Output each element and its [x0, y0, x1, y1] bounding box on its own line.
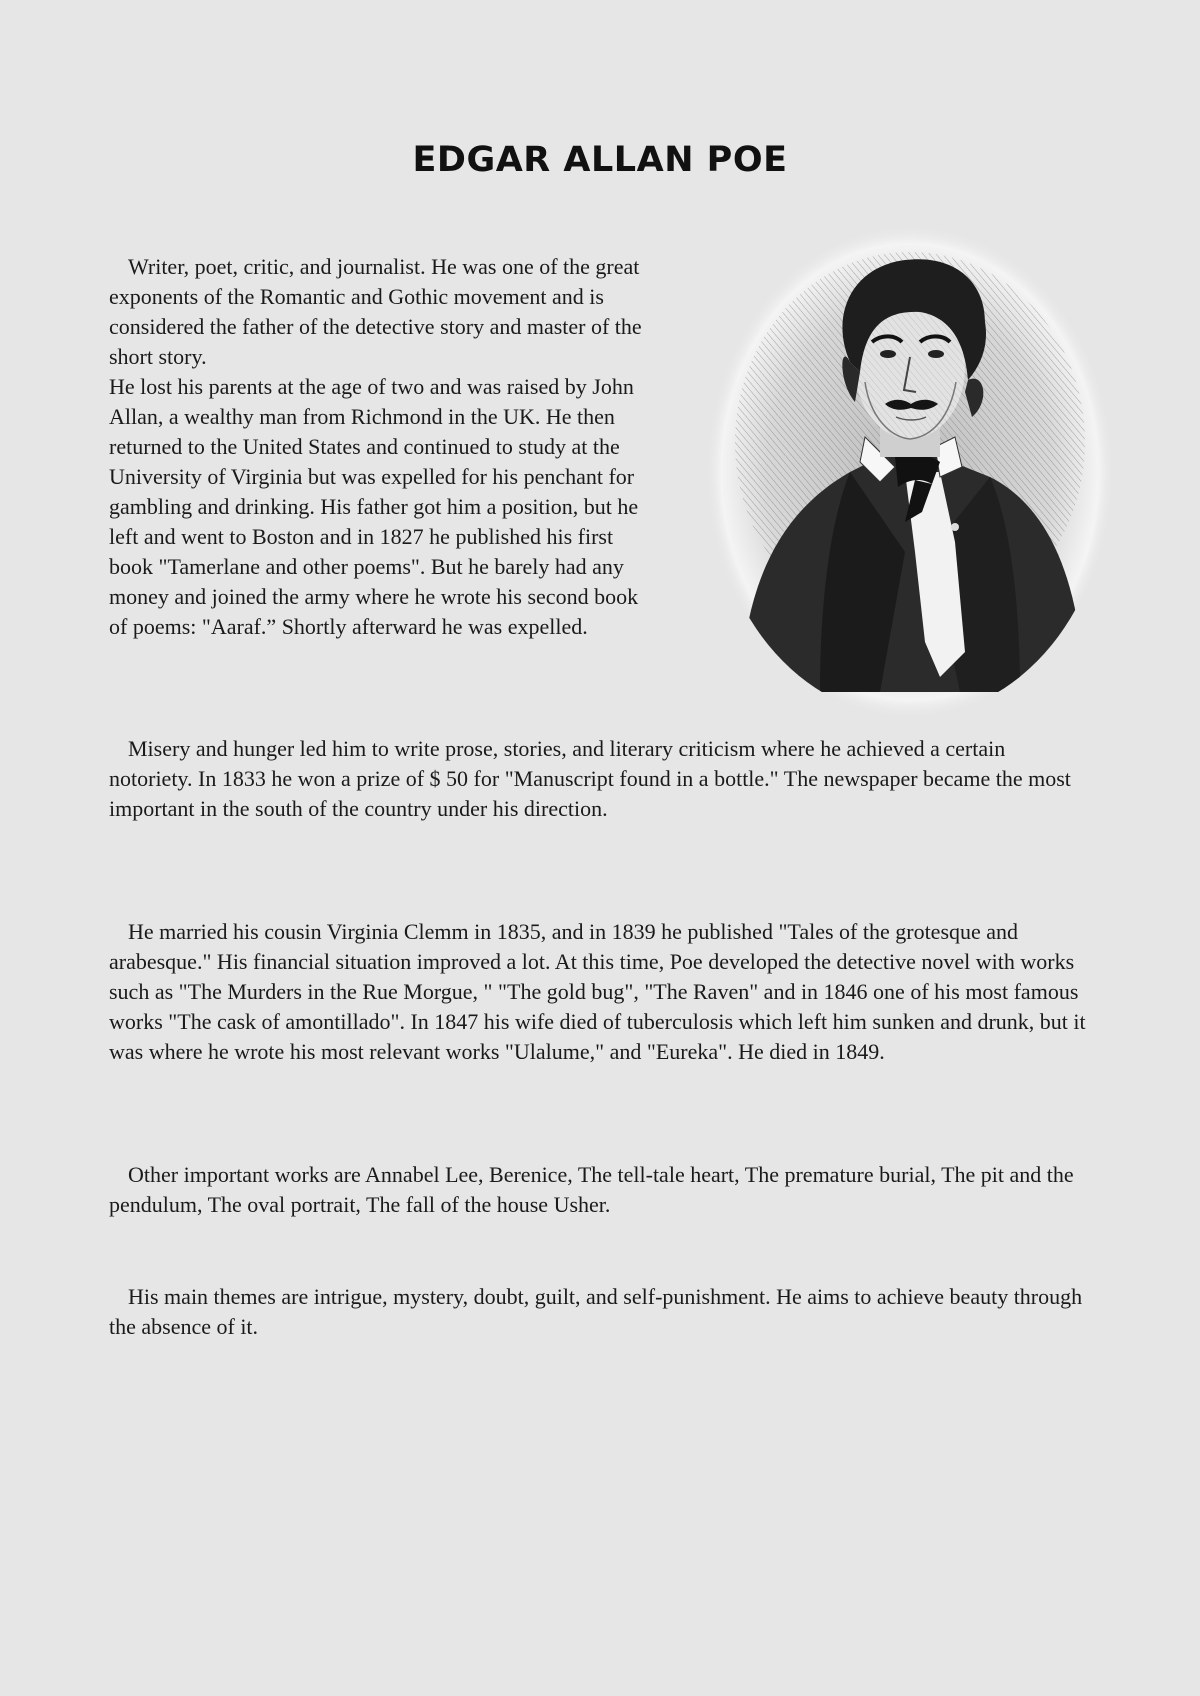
page-title: EDGAR ALLAN POE	[412, 140, 788, 180]
paragraph-4: Other important works are Annabel Lee, Berenice, The tell-tale heart, The premature burial, The pit and the pendulum, The oval portrait, The fall of the house Usher.	[109, 1162, 1074, 1217]
paragraph-intro-part-a: Writer, poet, critic, and journalist. He was one of the great exponents of the Romantic and Gothic movement and is considered the father of the detective story and master of the short story.	[109, 254, 642, 369]
paragraph-intro-part-b: He lost his parents at the age of two and was raised by John Allan, a wealthy man from Richmond in the UK. He then returned to the United States and continued to study at the University of Virginia but was expelled for his penchant for gambling and drinking. His father got him a position, but he left and went to Boston and in 1827 he published his first book "Tamerlane and other poems". But he barely had any money and joined the army where he wrote his second book of poems: "Aaraf.” Shortly afterward he was expelled.	[109, 374, 639, 639]
paragraph-intro	[109, 252, 649, 642]
portrait-engraving	[700, 222, 1120, 722]
paragraph-3: He married his cousin Virginia Clemm in 1835, and in 1839 he published "Tales of the grotesque and arabesque." His financial situation improved a lot. At this time, Poe developed the detective novel with works such as "The Murders in the Rue Morgue, " "The gold bug", "The Raven" and in 1846 one of his most famous works "The cask of amontillado". In 1847 his wife died of tuberculosis which left him sunken and drunk, but it was where he wrote his most relevant works "Ulalume," and "Eureka". He died in 1849.	[109, 919, 1086, 1064]
paragraph-2: Misery and hunger led him to write prose, stories, and literary criticism where he achieved a certain notoriety. In 1833 he won a prize of $ 50 for "Manuscript found in a bottle." The newspaper became the most important in the south of the country under his direction.	[109, 736, 1071, 821]
paragraph-5: His main themes are intrigue, mystery, doubt, guilt, and self-punishment. He aims to achieve beauty through the absence of it.	[109, 1284, 1083, 1339]
